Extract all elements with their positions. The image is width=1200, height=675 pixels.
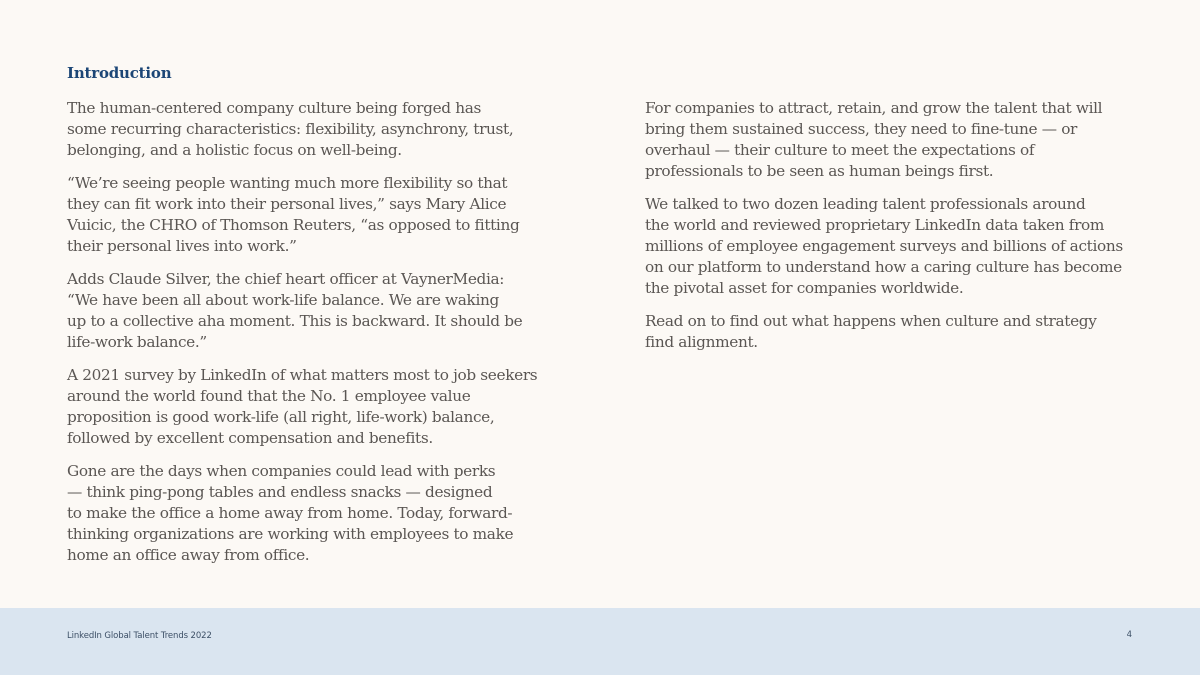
- text-line: professionals to be seen as human beings first.: [645, 162, 994, 180]
- text-line: some recurring characteristics: flexibility, asynchrony, trust,: [67, 120, 514, 138]
- page-number: 4: [1126, 630, 1132, 640]
- paragraph: [645, 194, 1140, 299]
- text-line: they can fit work into their personal lives,” says Mary Alice: [67, 195, 507, 213]
- section-heading: Introduction: [67, 64, 172, 82]
- text-line: life-work balance.”: [67, 333, 207, 351]
- left-column: [67, 98, 537, 578]
- text-line: on our platform to understand how a caring culture has become: [645, 258, 1122, 276]
- text-line: A 2021 survey by LinkedIn of what matters most to job seekers: [67, 366, 538, 384]
- text-line: The human-centered company culture being forged has: [67, 99, 481, 117]
- text-line: Read on to find out what happens when culture and strategy: [645, 312, 1097, 330]
- text-line: find alignment.: [645, 333, 758, 351]
- text-line: the world and reviewed proprietary LinkedIn data taken from: [645, 216, 1105, 234]
- text-line: followed by excellent compensation and benefits.: [67, 429, 433, 447]
- paragraph: [645, 311, 1140, 353]
- text-line: around the world found that the No. 1 employee value: [67, 387, 471, 405]
- text-line: belonging, and a holistic focus on well-being.: [67, 141, 402, 159]
- text-line: “We’re seeing people wanting much more flexibility so that: [67, 174, 508, 192]
- text-line: bring them sustained success, they need to fine-tune — or: [645, 120, 1078, 138]
- text-line: We talked to two dozen leading talent professionals around: [645, 195, 1086, 213]
- text-line: the pivotal asset for companies worldwide.: [645, 279, 964, 297]
- quote-paragraph: [67, 173, 537, 257]
- text-line: Gone are the days when companies could lead with perks: [67, 462, 496, 480]
- text-line: up to a collective aha moment. This is backward. It should be: [67, 312, 523, 330]
- paragraph: [67, 98, 537, 161]
- paragraph: [67, 365, 537, 449]
- text-line: Vuicic, the CHRO of Thomson Reuters, “as opposed to fitting: [67, 216, 520, 234]
- text-line: their personal lives into work.”: [67, 237, 297, 255]
- quote-paragraph: [67, 269, 537, 353]
- text-line: thinking organizations are working with employees to make: [67, 525, 514, 543]
- text-line: home an office away from office.: [67, 546, 310, 564]
- paragraph: [645, 98, 1140, 182]
- right-column: [645, 98, 1140, 365]
- text-line: — think ping-pong tables and endless snacks — designed: [67, 483, 493, 501]
- footer-title: LinkedIn Global Talent Trends 2022: [67, 631, 212, 641]
- paragraph: [67, 461, 537, 566]
- text-line: For companies to attract, retain, and grow the talent that will: [645, 99, 1103, 117]
- text-line: “We have been all about work-life balance. We are waking: [67, 291, 499, 309]
- text-line: overhaul — their culture to meet the expectations of: [645, 141, 1035, 159]
- text-line: Adds Claude Silver, the chief heart officer at VaynerMedia:: [67, 270, 505, 288]
- footer-band: [0, 608, 1200, 675]
- text-line: millions of employee engagement surveys and billions of actions: [645, 237, 1123, 255]
- text-line: to make the office a home away from home. Today, forward-: [67, 504, 513, 522]
- text-line: proposition is good work-life (all right, life-work) balance,: [67, 408, 495, 426]
